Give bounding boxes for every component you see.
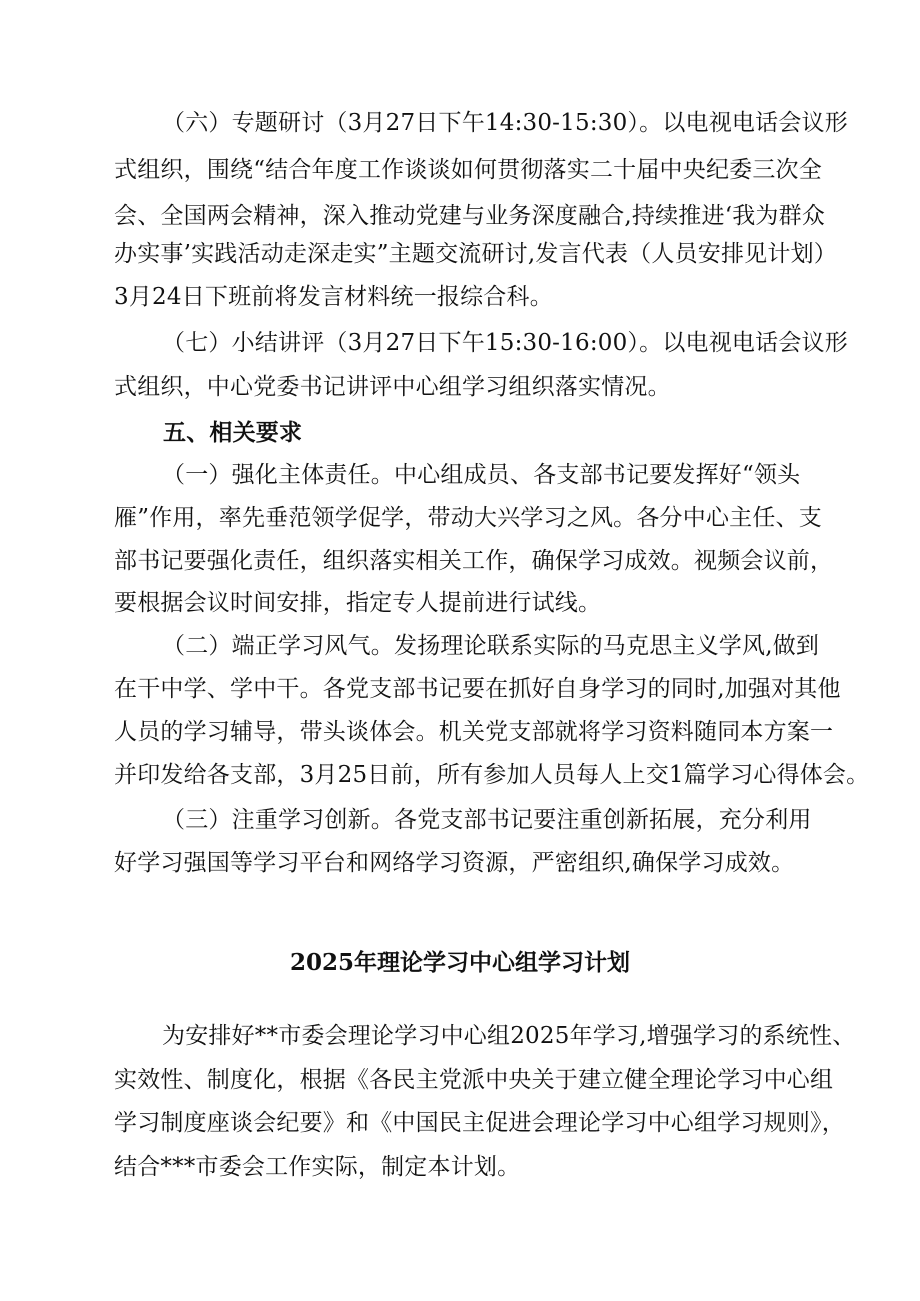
intro-line-2: 实效性、制度化，根据《各民主党派中央关于建立健全理论学习中心组 (114, 1067, 834, 1093)
req-2-line-3: 人员的学习辅导，带头谈体会。机关党支部就将学习资料随同本方案一 (114, 719, 834, 745)
req-3-line-1: （三）注重学习创新。各党支部书记要注重创新拓展，充分利用 (162, 807, 812, 833)
req-2-line-2: 在干中学、学中干。各党支部书记要在抓好自身学习的同时,加强对其他 (114, 676, 841, 702)
section-6-line-2: 式组织，围绕“结合年度工作谈谈如何贯彻落实二十届中央纪委三次全 (114, 157, 822, 183)
intro-line-3: 学习制度座谈会纪要》和《中国民主促进会理论学习中心组学习规则》， (114, 1110, 845, 1136)
req-1-line-2: 雁”作用，率先垂范领学促学，带动大兴学习之风。各分中心主任、支 (114, 505, 822, 531)
req-1-line-3: 部书记要强化责任，组织落实相关工作，确保学习成效。视频会议前， (114, 548, 834, 574)
section-6-line-4: 办实事’实践活动走深走实”主题交流研讨,发言代表（人员安排见计划） (114, 241, 837, 267)
section-6-line-3: 会、全国两会精神，深入推动党建与业务深度融合,持续推进‘我为群众 (114, 203, 826, 229)
plan-title: 2025年理论学习中心组学习计划 (289, 949, 630, 976)
section-6-line-5: 3月24日下班前将发言材料统一报综合科。 (114, 284, 553, 310)
intro-line-1: 为安排好**市委会理论学习中心组2025年学习,增强学习的系统性、 (162, 1023, 856, 1049)
section-7-line-2: 式组织，中心党委书记讲评中心组学习组织落实情况。 (114, 374, 671, 400)
intro-line-4: 结合***市委会工作实际，制定本计划。 (114, 1154, 521, 1180)
req-3-line-2: 好学习强国等学习平台和网络学习资源，严密组织,确保学习成效。 (114, 850, 795, 876)
req-1-line-1: （一）强化主体责任。中心组成员、各支部书记要发挥好“领头 (162, 462, 801, 488)
section-heading-5: 五、相关要求 (163, 420, 303, 446)
req-1-line-4: 要根据会议时间安排，指定专人提前进行试线。 (114, 590, 602, 616)
req-2-line-4: 并印发给各支部，3月25日前，所有参加人员每人上交1篇学习心得体会。 (114, 762, 870, 788)
req-2-line-1: （二）端正学习风气。发扬理论联系实际的马克思主义学风,做到 (162, 633, 820, 659)
section-6-line-1: （六）专题研讨（3月27日下午14:30-15:30）。以电视电话会议形 (162, 110, 848, 136)
section-7-line-1: （七）小结讲评（3月27日下午15:30-16:00）。以电视电话会议形 (162, 330, 848, 356)
